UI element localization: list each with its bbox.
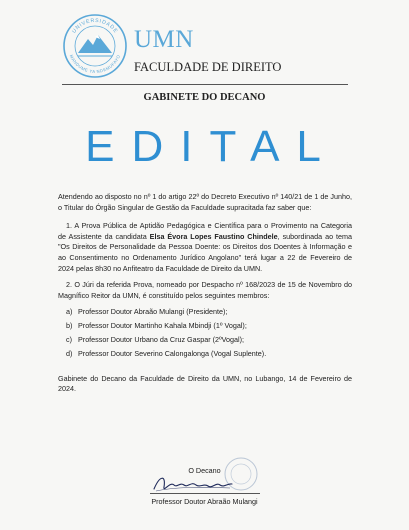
brand-name: UMN	[134, 26, 194, 53]
member-text: Professor Doutor Severino Calongalonga (Vogal Suplente).	[78, 349, 267, 359]
faculty-name: FACULDADE DE DIREITO	[134, 60, 282, 74]
member-text: Professor Doutor Urbano da Cruz Gaspar (2ºVogal);	[78, 335, 245, 345]
jury-members-list	[58, 307, 352, 359]
item-2-paragraph: 2. O Júri da referida Prova, nomeado por Despacho nº 168/2023 de 15 de Novembro do Magnífico Reitor da UMN, é constituído pelos seguintes membros:	[58, 280, 352, 300]
closing-paragraph: Gabinete do Decano da Faculdade de Direito da UMN, no Lubango, 14 de Fevereiro de 2024.	[58, 373, 352, 394]
list-letter: d)	[66, 349, 73, 359]
list-item	[66, 321, 352, 332]
office-heading: GABINETE DO DECANO	[143, 92, 266, 103]
handwritten-signature-icon	[150, 473, 236, 495]
item-1-text-before: 1. A Prova Pública de Aptidão Pedagógica e Científica para o Provimento na Categoria de Assistente da candidata	[58, 221, 352, 241]
seal-text-bottom: MANDUME YA NDEMUFAYO	[68, 53, 122, 75]
candidate-name: Elsa Évora Lopes Faustino Chindele	[149, 231, 278, 241]
list-letter: c)	[66, 335, 72, 345]
list-item	[66, 335, 352, 346]
signatory-name: Professor Doutor Abraão Mulangi	[151, 497, 258, 506]
list-item	[66, 349, 352, 360]
document-title: EDITAL	[85, 122, 338, 171]
university-seal-logo	[62, 13, 128, 79]
member-text: Professor Doutor Abraão Mulangi (Presidente);	[78, 307, 228, 317]
signatory-role: O Decano	[188, 466, 221, 475]
signature-line	[150, 493, 260, 494]
list-letter: a)	[66, 307, 73, 317]
list-letter: b)	[66, 321, 73, 331]
intro-paragraph: Atendendo ao disposto no nº 1 do artigo 22º do Decreto Executivo nº 140/21 de 1 de Junho, o Titular do Órgão Singular de Gestão da Faculdade supracitada faz saber que:	[58, 192, 352, 212]
seal-text-top: UNIVERSIDADE	[71, 17, 119, 35]
document-body	[58, 192, 352, 401]
member-text: Professor Doutor Martinho Kahala Mbindji (1º Vogal);	[78, 321, 247, 331]
item-1-paragraph	[58, 221, 352, 274]
list-item	[66, 307, 352, 318]
header-divider	[62, 84, 348, 85]
item-1-text-after: , subordinada ao tema "Os Direitos de Personalidade da Pessoa Doente: os Direitos dos Doentes à Informação e ao Consentimento no Ordenamento Jurídico Angolano" terá lugar a 22 de Fevereiro de 2024 pelas 8h30 no Anfiteatro da Faculdade de Direito da UMN.	[58, 231, 352, 273]
